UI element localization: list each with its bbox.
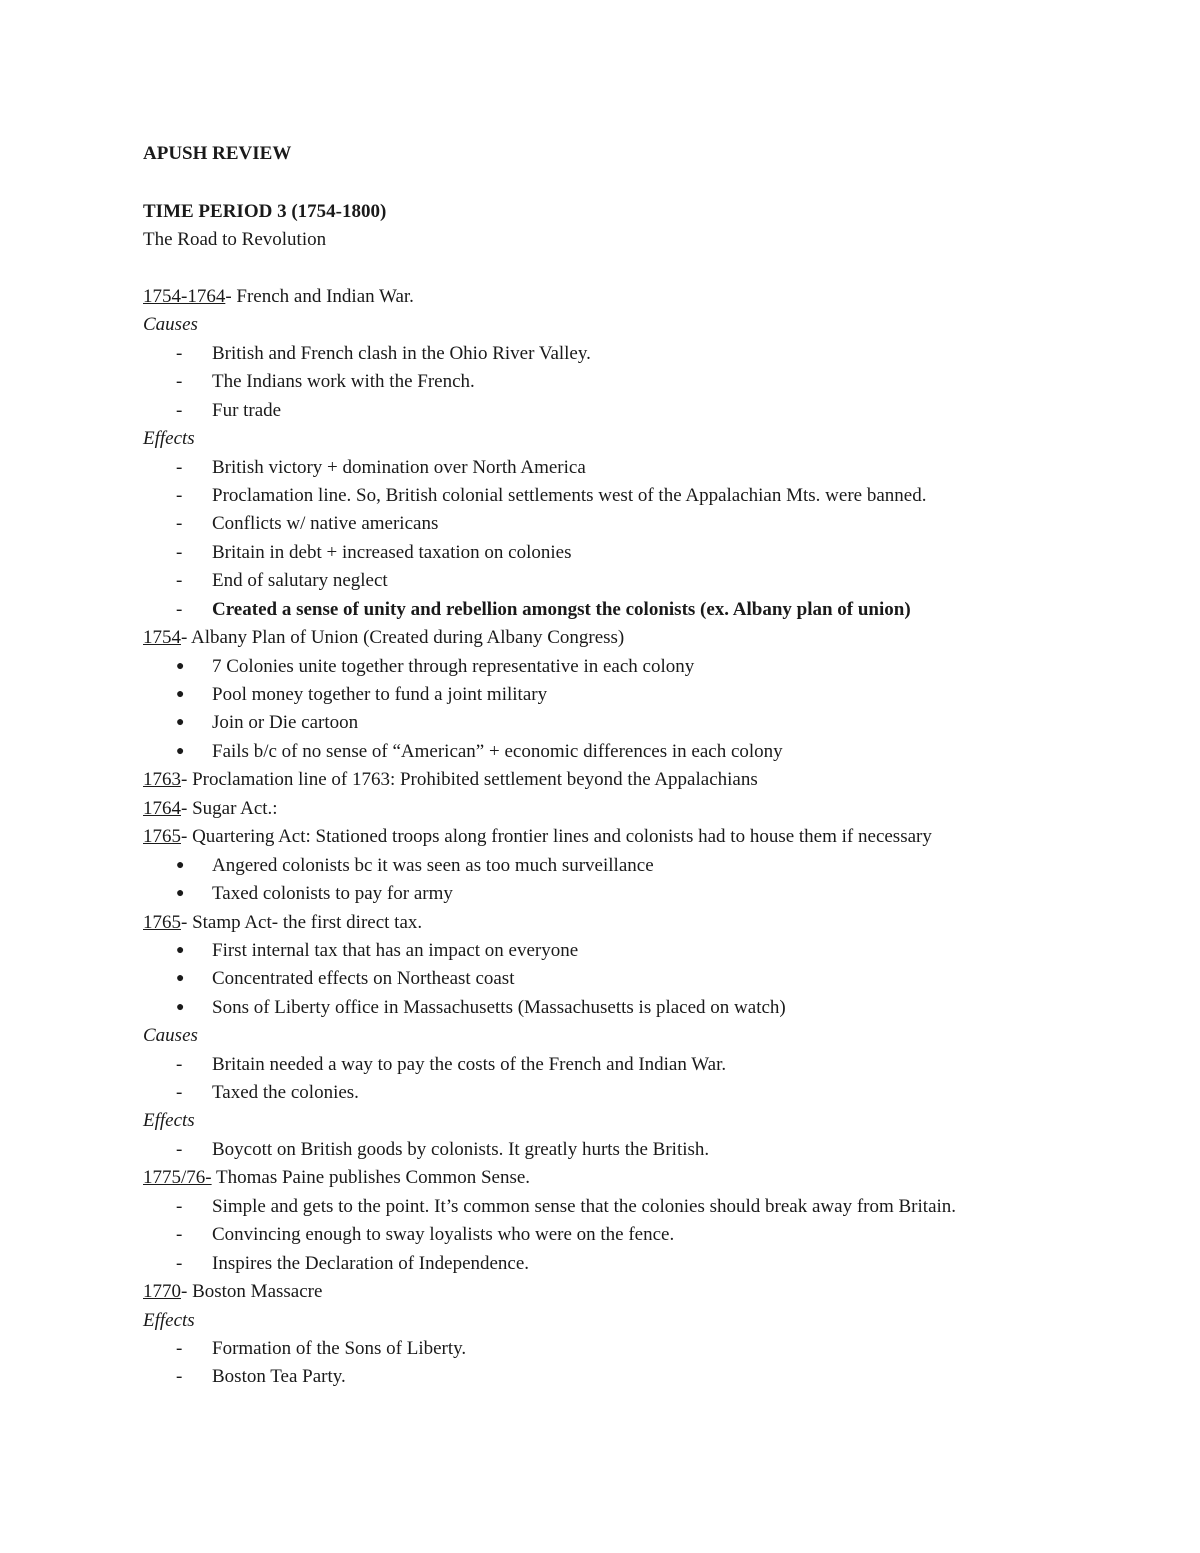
dash-marker: - [176, 1139, 183, 1160]
list-item-emphasis: Created a sense of unity and rebellion amongst the colonists (ex. Albany plan of union) [212, 599, 911, 620]
bullet-marker: ● [176, 886, 185, 901]
event-heading [143, 798, 278, 820]
event-year: 1764 [143, 798, 181, 819]
dash-marker: - [176, 371, 183, 392]
list-item: Britain in debt + increased taxation on colonies [212, 542, 572, 563]
event-heading [143, 627, 624, 649]
list-item: Formation of the Sons of Liberty. [212, 1338, 467, 1359]
bullet-marker: ● [176, 971, 185, 986]
list-item: Simple and gets to the point. It’s common sense that the colonies should break away from Britain. [212, 1196, 957, 1217]
bullet-marker: ● [176, 1000, 185, 1015]
event-year: 1775/76- [143, 1167, 212, 1188]
list-item: Proclamation line. So, British colonial settlements west of the Appalachian Mts. were banned. [212, 485, 927, 506]
causes-label: Causes [143, 1025, 198, 1046]
list-item: Conflicts w/ native americans [212, 513, 439, 534]
event-heading [143, 912, 422, 934]
list-item: Concentrated effects on Northeast coast [212, 968, 515, 989]
list-item: Fur trade [212, 400, 282, 421]
subtitle: The Road to Revolution [143, 229, 327, 250]
dash-marker: - [176, 1224, 183, 1245]
event-text: - Albany Plan of Union (Created during Albany Congress) [181, 627, 625, 648]
event-heading [143, 826, 932, 848]
list-item: Sons of Liberty office in Massachusetts (Massachusetts is placed on watch) [212, 997, 786, 1018]
event-heading [143, 769, 758, 791]
dash-marker: - [176, 1338, 183, 1359]
event-text: Thomas Paine publishes Common Sense. [211, 1167, 531, 1188]
list-item: End of salutary neglect [212, 570, 388, 591]
dash-marker: - [176, 1366, 183, 1387]
dash-marker: - [176, 1253, 183, 1274]
event-text: - Boston Massacre [181, 1281, 323, 1302]
dash-marker: - [176, 400, 183, 421]
event-heading [143, 286, 414, 308]
event-text: - Stamp Act- the first direct tax. [181, 912, 423, 933]
list-item: Boycott on British goods by colonists. It greatly hurts the British. [212, 1139, 710, 1160]
list-item: Join or Die cartoon [212, 712, 359, 733]
causes-label: Causes [143, 314, 198, 335]
dash-marker: - [176, 1054, 183, 1075]
dash-marker: - [176, 485, 183, 506]
dash-marker: - [176, 343, 183, 364]
event-year: 1754 [143, 627, 181, 648]
event-text: - Proclamation line of 1763: Prohibited settlement beyond the Appalachians [181, 769, 758, 790]
list-item: Britain needed a way to pay the costs of the French and Indian War. [212, 1054, 727, 1075]
dash-marker: - [176, 457, 183, 478]
event-year: 1754-1764 [143, 286, 226, 307]
document-title: APUSH REVIEW [143, 143, 292, 164]
list-item: Convincing enough to sway loyalists who were on the fence. [212, 1224, 675, 1245]
list-item: Taxed colonists to pay for army [212, 883, 453, 904]
dash-marker: - [176, 1082, 183, 1103]
period-heading: TIME PERIOD 3 (1754-1800) [143, 201, 387, 222]
list-item: Pool money together to fund a joint military [212, 684, 548, 705]
list-item: British and French clash in the Ohio River Valley. [212, 343, 591, 364]
list-item: First internal tax that has an impact on everyone [212, 940, 579, 961]
list-item: Taxed the colonies. [212, 1082, 359, 1103]
event-year: 1763 [143, 769, 181, 790]
bullet-marker: ● [176, 659, 185, 674]
list-item: Fails b/c of no sense of “American” + economic differences in each colony [212, 741, 783, 762]
bullet-marker: ● [176, 715, 185, 730]
list-item: 7 Colonies unite together through representative in each colony [212, 656, 695, 677]
event-text: - French and Indian War. [225, 286, 414, 307]
list-item: Inspires the Declaration of Independence. [212, 1253, 530, 1274]
dash-marker: - [176, 570, 183, 591]
event-year: 1770 [143, 1281, 181, 1302]
list-item: British victory + domination over North America [212, 457, 586, 478]
bullet-marker: ● [176, 744, 185, 759]
effects-label: Effects [143, 1110, 195, 1131]
list-item: Angered colonists bc it was seen as too much surveillance [212, 855, 654, 876]
list-item: The Indians work with the French. [212, 371, 475, 392]
bullet-marker: ● [176, 687, 185, 702]
dash-marker: - [176, 1196, 183, 1217]
event-year: 1765 [143, 826, 181, 847]
event-year: 1765 [143, 912, 181, 933]
dash-marker: - [176, 542, 183, 563]
bullet-marker: ● [176, 858, 185, 873]
event-text: - Sugar Act.: [181, 798, 278, 819]
event-text: - Quartering Act: Stationed troops along frontier lines and colonists had to house them if necessary [181, 826, 932, 847]
dash-marker: - [176, 513, 183, 534]
bullet-marker: ● [176, 943, 185, 958]
event-heading [143, 1281, 322, 1303]
effects-label: Effects [143, 1310, 195, 1331]
list-item: Boston Tea Party. [212, 1366, 346, 1387]
dash-marker: - [176, 599, 183, 620]
event-heading [143, 1167, 530, 1189]
effects-label: Effects [143, 428, 195, 449]
